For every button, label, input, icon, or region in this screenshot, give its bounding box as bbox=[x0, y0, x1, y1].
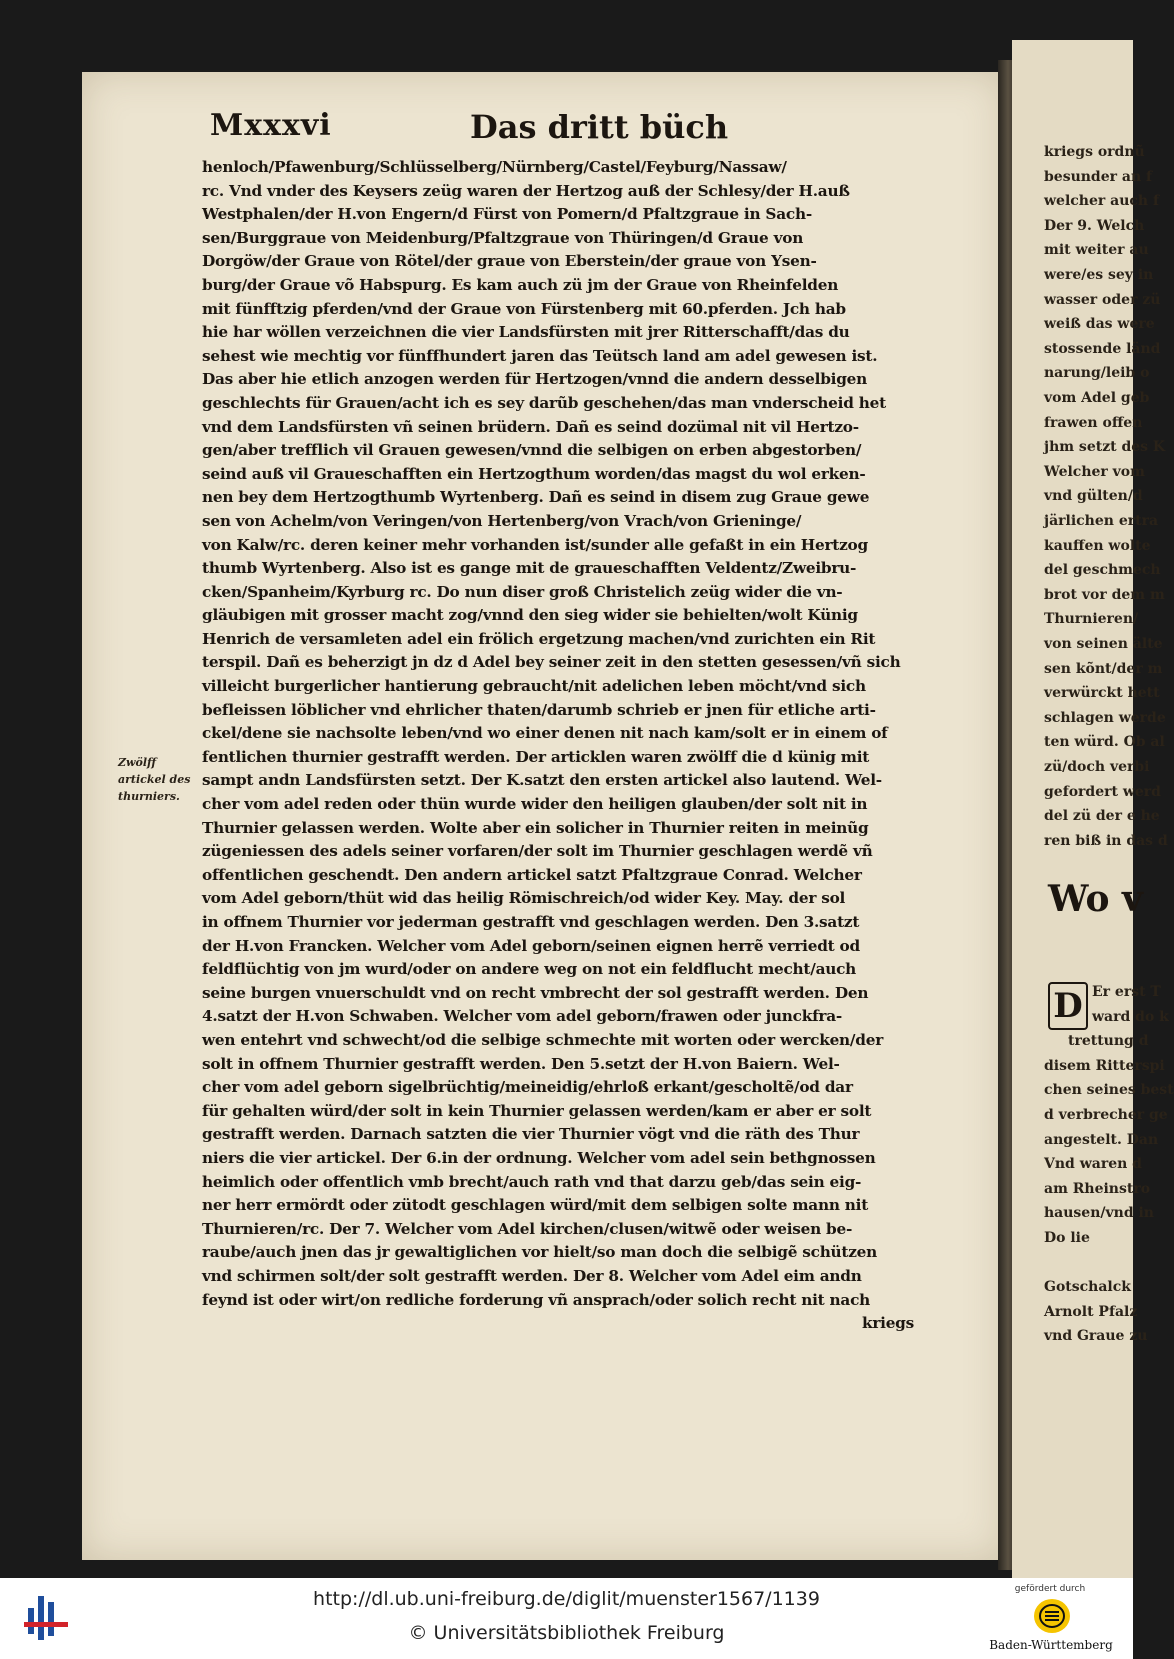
running-head: Das dritt büch bbox=[470, 108, 729, 146]
right-page-line: Der 9. Welch bbox=[1044, 217, 1145, 234]
right-page-line: trettung d bbox=[1068, 1033, 1149, 1050]
right-page-line: Welcher vom bbox=[1044, 463, 1145, 480]
text-line: gestrafft werden. Darnach satzten die vier Thurnier vögt vnd die räth des Thur bbox=[202, 1125, 860, 1144]
right-page-line: del zü der e he bbox=[1044, 808, 1160, 825]
right-page-line: Arnolt Pfalz bbox=[1044, 1303, 1138, 1320]
text-line: für gehalten würd/der solt in kein Thurnier gelassen werden/kam er aber er solt bbox=[202, 1101, 872, 1120]
text-line: Thurnieren/rc. Der 7. Welcher vom Adel kirchen/clusen/witwẽ oder weisen be- bbox=[202, 1219, 853, 1238]
right-page-line: chen seines best bbox=[1044, 1082, 1174, 1099]
text-line: Henrich de versamleten adel ein frölich ergetzung machen/vnd zurichten ein Rit bbox=[202, 629, 876, 648]
text-line: in offnem Thurnier vor jederman gestrafft vnd geschlagen werden. Den 3.satzt bbox=[202, 913, 860, 931]
text-line: Das aber hie etlich anzogen werden für Hertzogen/vnnd die andern desselbigen bbox=[202, 370, 868, 389]
text-line: cher vom adel geborn sigelbrüchtig/meineidig/ehrloß erkant/gescholtẽ/od dar bbox=[202, 1078, 853, 1097]
right-page-line: Gotschalck bbox=[1044, 1279, 1131, 1296]
right-page-line: besunder an f bbox=[1044, 168, 1153, 185]
text-line: henloch/Pfawenburg/Schlüsselberg/Nürnberg/Castel/Feyburg/Nassaw/ bbox=[202, 158, 787, 176]
text-line: feynd ist oder wirt/on redliche forderung vñ ansprach/oder solich recht nit nach bbox=[202, 1290, 871, 1309]
viewer-footer bbox=[0, 1578, 1133, 1659]
text-line: gen/aber trefflich vil Grauen gewesen/vnnd die selbigen on erben abgestorben/ bbox=[202, 441, 862, 460]
copyright-notice: © Universitätsbibliothek Freiburg bbox=[408, 1622, 725, 1644]
text-line: wen entehrt vnd schwecht/od die selbige schmechte mit worten oder wercken/der bbox=[202, 1030, 884, 1049]
right-page-line: ren biß in das d bbox=[1044, 832, 1168, 849]
text-line: offentlichen geschendt. Den andern artickel satzt Pfaltzgraue Conrad. Welcher bbox=[202, 865, 862, 884]
text-line: Westphalen/der H.von Engern/d Fürst von Pomern/d Pfaltzgraue in Sach- bbox=[202, 205, 812, 224]
text-line: burg/der Graue võ Habspurg. Es kam auch zü jm der Graue von Rheinfelden bbox=[202, 275, 839, 294]
text-line: vnd schirmen solt/der solt gestrafft werden. Der 8. Welcher vom Adel eim andn bbox=[202, 1266, 862, 1285]
right-page-line: von seinen älte bbox=[1044, 636, 1163, 652]
right-page-line: stossende länd bbox=[1044, 340, 1161, 357]
text-line: thumb Wyrtenberg. Also ist es gange mit de graueschafften Veldentz/Zweibru- bbox=[202, 559, 857, 578]
text-line: nen bey dem Hertzogthumb Wyrtenberg. Dañ es seind in disem zug Graue gewe bbox=[202, 488, 870, 507]
margin-note: Zwölff artickel des thurniers. bbox=[118, 756, 191, 803]
right-page-line: hausen/vnd in bbox=[1044, 1205, 1154, 1222]
text-line: befleissen löblicher vnd ehrlicher thaten/darumb schrieb er jnen für etliche arti- bbox=[202, 700, 876, 719]
right-page-line: d verbrecher ge bbox=[1044, 1107, 1168, 1123]
text-line: heimlich oder offentlich vmb brecht/auch rath vnd that darzu geb/das sein eig- bbox=[202, 1172, 862, 1191]
right-page-line: weiß das were bbox=[1044, 316, 1155, 333]
right-page-line: gefordert werd bbox=[1044, 783, 1161, 800]
text-line: vnd dem Landsfürsten vñ seinen brüdern. Dañ es seind dozümal nit vil Hertzo- bbox=[202, 417, 859, 436]
right-page-line: disem Ritterspi bbox=[1044, 1057, 1165, 1074]
text-line: terspil. Dañ es beherzigt jn dz d Adel bey seiner zeit in den stetten gesessen/vñ sich bbox=[202, 653, 901, 672]
right-page-line: brot vor dem m bbox=[1044, 586, 1165, 603]
right-page-line: vnd Graue zu bbox=[1044, 1328, 1148, 1345]
text-line: sen von Achelm/von Veringen/von Hertenberg/von Vrach/von Grieninge/ bbox=[202, 511, 802, 530]
text-line: mit fünfftzig pferden/vnd der Graue von Fürstenberg mit 60.pferden. Jch hab bbox=[202, 299, 846, 318]
right-page-line: schlagen werde bbox=[1044, 709, 1166, 726]
text-line: cher vom adel reden oder thün wurde wider den heiligen glauben/der solt nit in bbox=[202, 795, 868, 814]
text-line: solt in offnem Thurnier gestrafft werden. Den 5.setzt der H.von Baiern. Wel- bbox=[202, 1054, 840, 1073]
right-page-line: angestelt. Dan bbox=[1044, 1131, 1159, 1148]
right-page-line: Er erst T bbox=[1092, 984, 1161, 1000]
text-line: rc. Vnd vnder des Keysers zeüg waren der Hertzog auß der Schlesy/der H.auß bbox=[202, 181, 850, 200]
permalink-url[interactable]: http://dl.ub.uni-freiburg.de/diglit/muenster1567/1139 bbox=[313, 1588, 820, 1610]
right-page-heading: Wo v bbox=[1048, 878, 1143, 920]
text-line: sehest wie mechtig vor fünffhundert jaren das Teütsch land am adel gewesen ist. bbox=[202, 346, 878, 365]
text-line: sampt andn Landsfürsten setzt. Der K.satzt den ersten artickel also lautend. Wel- bbox=[202, 771, 882, 790]
right-page-line: ward do k bbox=[1092, 1008, 1169, 1025]
right-page-line: am Rheinstro bbox=[1044, 1180, 1151, 1197]
text-line: vom Adel geborn/thüt wid das heilig Römischreich/od wider Key. May. der sol bbox=[202, 889, 846, 908]
right-page-line: verwürckt hett bbox=[1044, 685, 1160, 702]
sponsor-name: Baden-Württemberg bbox=[989, 1638, 1113, 1652]
text-line: ckel/dene sie nachsolte leben/vnd wo einer denen nit nach kam/solt er in einem of bbox=[202, 724, 888, 743]
right-page-line: zü/doch verbi bbox=[1044, 759, 1150, 775]
sponsor-label: gefördert durch bbox=[1014, 1584, 1086, 1594]
right-page-line: vnd gülten/d bbox=[1044, 488, 1143, 505]
text-line: fentlichen thurnier gestrafft werden. Der articklen waren zwölff die d künig mit bbox=[202, 747, 870, 766]
text-line: kriegs bbox=[861, 1314, 914, 1333]
baden-wuerttemberg-seal-icon bbox=[1033, 1598, 1071, 1634]
right-page bbox=[1012, 40, 1174, 1580]
right-page-initial: D bbox=[1048, 982, 1088, 1030]
text-line: seind auß vil Graueschafften ein Hertzogthum worden/das magst du wol erken- bbox=[202, 464, 866, 483]
text-line: villeicht burgerlicher hantierung gebraucht/nit adelichen leben möcht/vnd sich bbox=[202, 677, 866, 696]
right-page-line: Thurnieren/ bbox=[1044, 611, 1139, 628]
right-page-line: Do lie bbox=[1044, 1230, 1090, 1246]
right-page-line: del geschmech bbox=[1044, 562, 1161, 579]
text-line: Thurnier gelassen werden. Wolte aber ein solicher in Thurnier reiten in meinũg bbox=[202, 818, 869, 837]
body-text bbox=[202, 156, 930, 1336]
right-page-line: jhm setzt des K bbox=[1044, 439, 1166, 456]
right-page-line: were/es sey in bbox=[1044, 267, 1154, 283]
right-page-line: welcher auch f bbox=[1044, 193, 1159, 210]
text-line: cken/Spanheim/Kyrburg rc. Do nun diser groß Christelich zeüg wider die vn- bbox=[202, 582, 843, 601]
text-line: seine burgen vnuerschuldt vnd on recht vmbrecht der sol gestrafft werden. Den bbox=[202, 983, 869, 1002]
text-line: ner herr ermördt oder zütodt geschlagen würd/mit dem selbigen solte mann nit bbox=[202, 1196, 869, 1215]
right-page-line: narung/leib o bbox=[1044, 365, 1150, 382]
text-line: niers die vier artickel. Der 6.in der ordnung. Welcher vom adel sein bethgnossen bbox=[202, 1148, 876, 1167]
text-line: 4.satzt der H.von Schwaben. Welcher vom adel geborn/frawen oder junckfra- bbox=[202, 1007, 842, 1026]
right-page-line: mit weiter au bbox=[1044, 242, 1149, 259]
right-page-line: sen kõnt/der m bbox=[1044, 660, 1163, 677]
text-line: zügeniessen des adels seiner vorfaren/der solt im Thurnier geschlagen werdẽ vñ bbox=[202, 842, 873, 861]
text-line: geschlechts für Grauen/acht ich es sey darũb geschehen/das man vnderscheid het bbox=[202, 393, 886, 412]
text-line: hie har wöllen verzeichnen die vier Landsfürsten mit jrer Ritterschafft/das du bbox=[202, 323, 850, 342]
right-page-line: ten würd. Ob al bbox=[1044, 734, 1165, 751]
right-page-line: Vnd waren d bbox=[1044, 1156, 1142, 1173]
text-line: von Kalw/rc. deren keiner mehr vorhanden ist/sunder alle gefaßt in ein Hertzog bbox=[202, 535, 868, 554]
right-page-line: wasser oder zü bbox=[1044, 291, 1161, 308]
text-line: sen/Burggraue von Meidenburg/Pfaltzgraue von Thüringen/d Graue von bbox=[202, 228, 804, 247]
right-page-line: järlichen ertra bbox=[1044, 513, 1159, 529]
right-page-line: kauffen wolte bbox=[1044, 537, 1151, 554]
right-page-line: kriegs ordnũ bbox=[1044, 144, 1145, 160]
right-page-line: vom Adel geb bbox=[1044, 390, 1150, 406]
text-line: Dorgöw/der Graue von Rötel/der graue von Eberstein/der graue von Ysen- bbox=[202, 252, 817, 271]
text-line: der H.von Francken. Welcher vom Adel geborn/seinen eignen herrẽ verriedt od bbox=[202, 936, 860, 955]
text-line: feldflüchtig von jm wurd/oder on andere weg on not ein feldflucht mecht/auch bbox=[202, 960, 857, 979]
text-line: gläubigen mit grosser macht zog/vnnd den sieg wider sie behielten/wolt Künig bbox=[202, 606, 858, 625]
right-page-line: frawen offen bbox=[1044, 414, 1143, 431]
text-line: raube/auch jnen das jr gewaltiglichen vor hielt/so man doch die selbigẽ schützen bbox=[202, 1243, 878, 1262]
folio-number: Mxxxvi bbox=[210, 108, 332, 143]
